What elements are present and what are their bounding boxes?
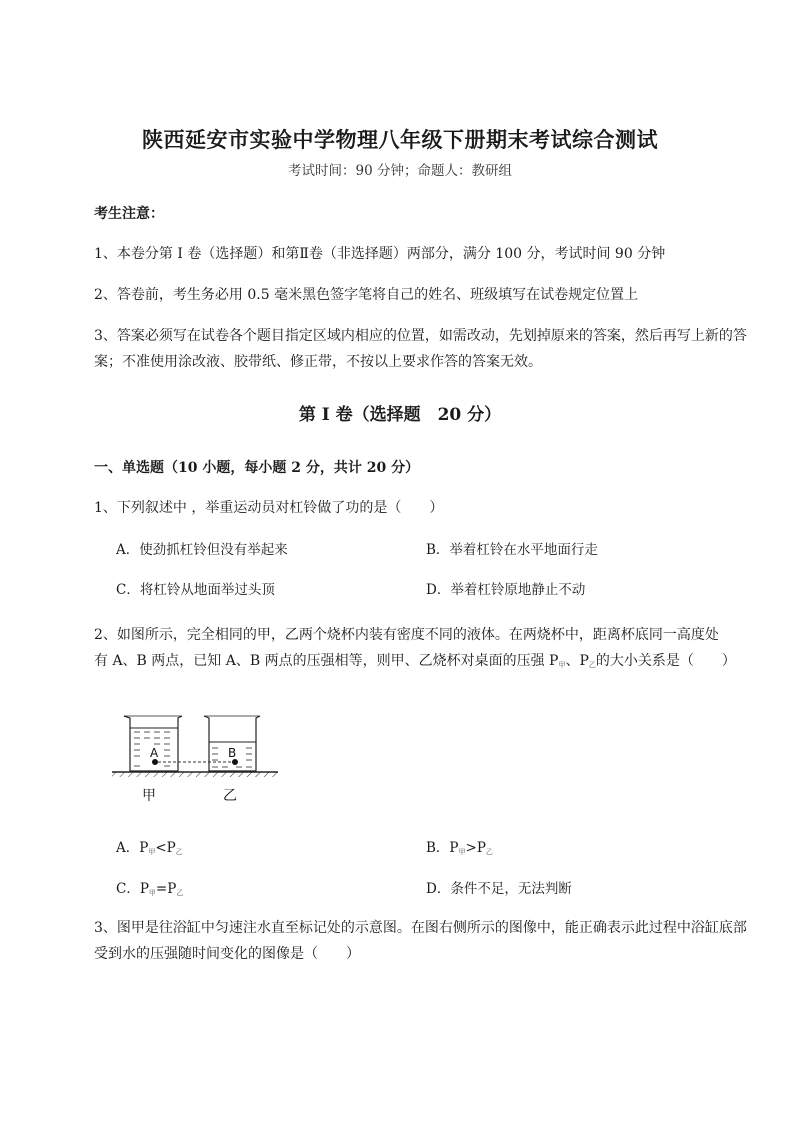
beakers-figure bbox=[110, 710, 290, 810]
section-title: 一、单选题（10 小题，每小题 2 分，共计 20 分） bbox=[94, 460, 420, 476]
question-2-stem-line2: 有 A、B 两点，已知 A、B 两点的压强相等，则甲、乙烧杯对桌面的压强 $P_甲$、$P_乙$的大小关系是（ ） bbox=[94, 653, 736, 669]
beaker-right-label: 乙 bbox=[223, 788, 237, 804]
beaker-left-label: 甲 bbox=[142, 788, 156, 804]
q2-option-d: D．条件不足，无法判断 bbox=[426, 881, 572, 897]
beaker-right bbox=[204, 716, 260, 771]
q2-option-b: B．$P_甲>P_乙$ bbox=[426, 840, 493, 856]
page-title: 陕西延安市实验中学物理八年级下册期末考试综合测试 bbox=[142, 127, 658, 152]
notice-item-3: 3、答案必须写在试卷各个题目指定区域内相应的位置，如需改动，先划掉原来的答案，然后再写上新的答案；不准使用涂改液、胶带纸、修正带，不按以上要求作答的答案无效。 bbox=[94, 328, 747, 370]
q1-option-d: D．举着杠铃原地静止不动 bbox=[426, 582, 586, 598]
question-2-stem-line1: 2、如图所示，完全相同的甲，乙两个烧杯内装有密度不同的液体。在两烧杯中，距离杯底同一高度处 bbox=[94, 627, 719, 643]
beaker-left bbox=[124, 716, 182, 771]
q2-option-a: A．$P_甲<P_乙$ bbox=[116, 840, 183, 856]
question-3-stem: 3、图甲是往浴缸中匀速注水直至标记处的示意图。在图右侧所示的图像中，能正确表示此过程中浴缸底部受到水的压强随时间变化的图像是（ ） bbox=[94, 920, 747, 962]
point-a-label: A bbox=[150, 746, 159, 760]
notice-heading: 考生注意： bbox=[94, 206, 164, 222]
exam-info: 考试时间：90 分钟；命题人：教研组 bbox=[288, 163, 512, 179]
question-1-stem: 1、下列叙述中 ，举重运动员对杠铃做了功的是（ ） bbox=[94, 500, 444, 516]
point-b-label: B bbox=[228, 746, 237, 760]
part-title: 第 I 卷（选择题 20 分） bbox=[298, 405, 502, 425]
q1-option-c: C．将杠铃从地面举过头顶 bbox=[116, 582, 275, 598]
notice-item-2: 2、答卷前，考生务必用 0.5 毫米黑色签字笔将自己的姓名、班级填写在试卷规定位置上 bbox=[94, 287, 639, 303]
q1-option-b: B．举着杠铃在水平地面行走 bbox=[426, 542, 598, 558]
notice-item-1: 1、本卷分第 I 卷（选择题）和第Ⅱ卷（非选择题）两部分，满分 100 分，考试时间 90 分钟 bbox=[94, 246, 666, 262]
q1-option-a: A．使劲抓杠铃但没有举起来 bbox=[116, 542, 288, 558]
q2-option-c: C．$P_甲=P_乙$ bbox=[116, 881, 184, 897]
